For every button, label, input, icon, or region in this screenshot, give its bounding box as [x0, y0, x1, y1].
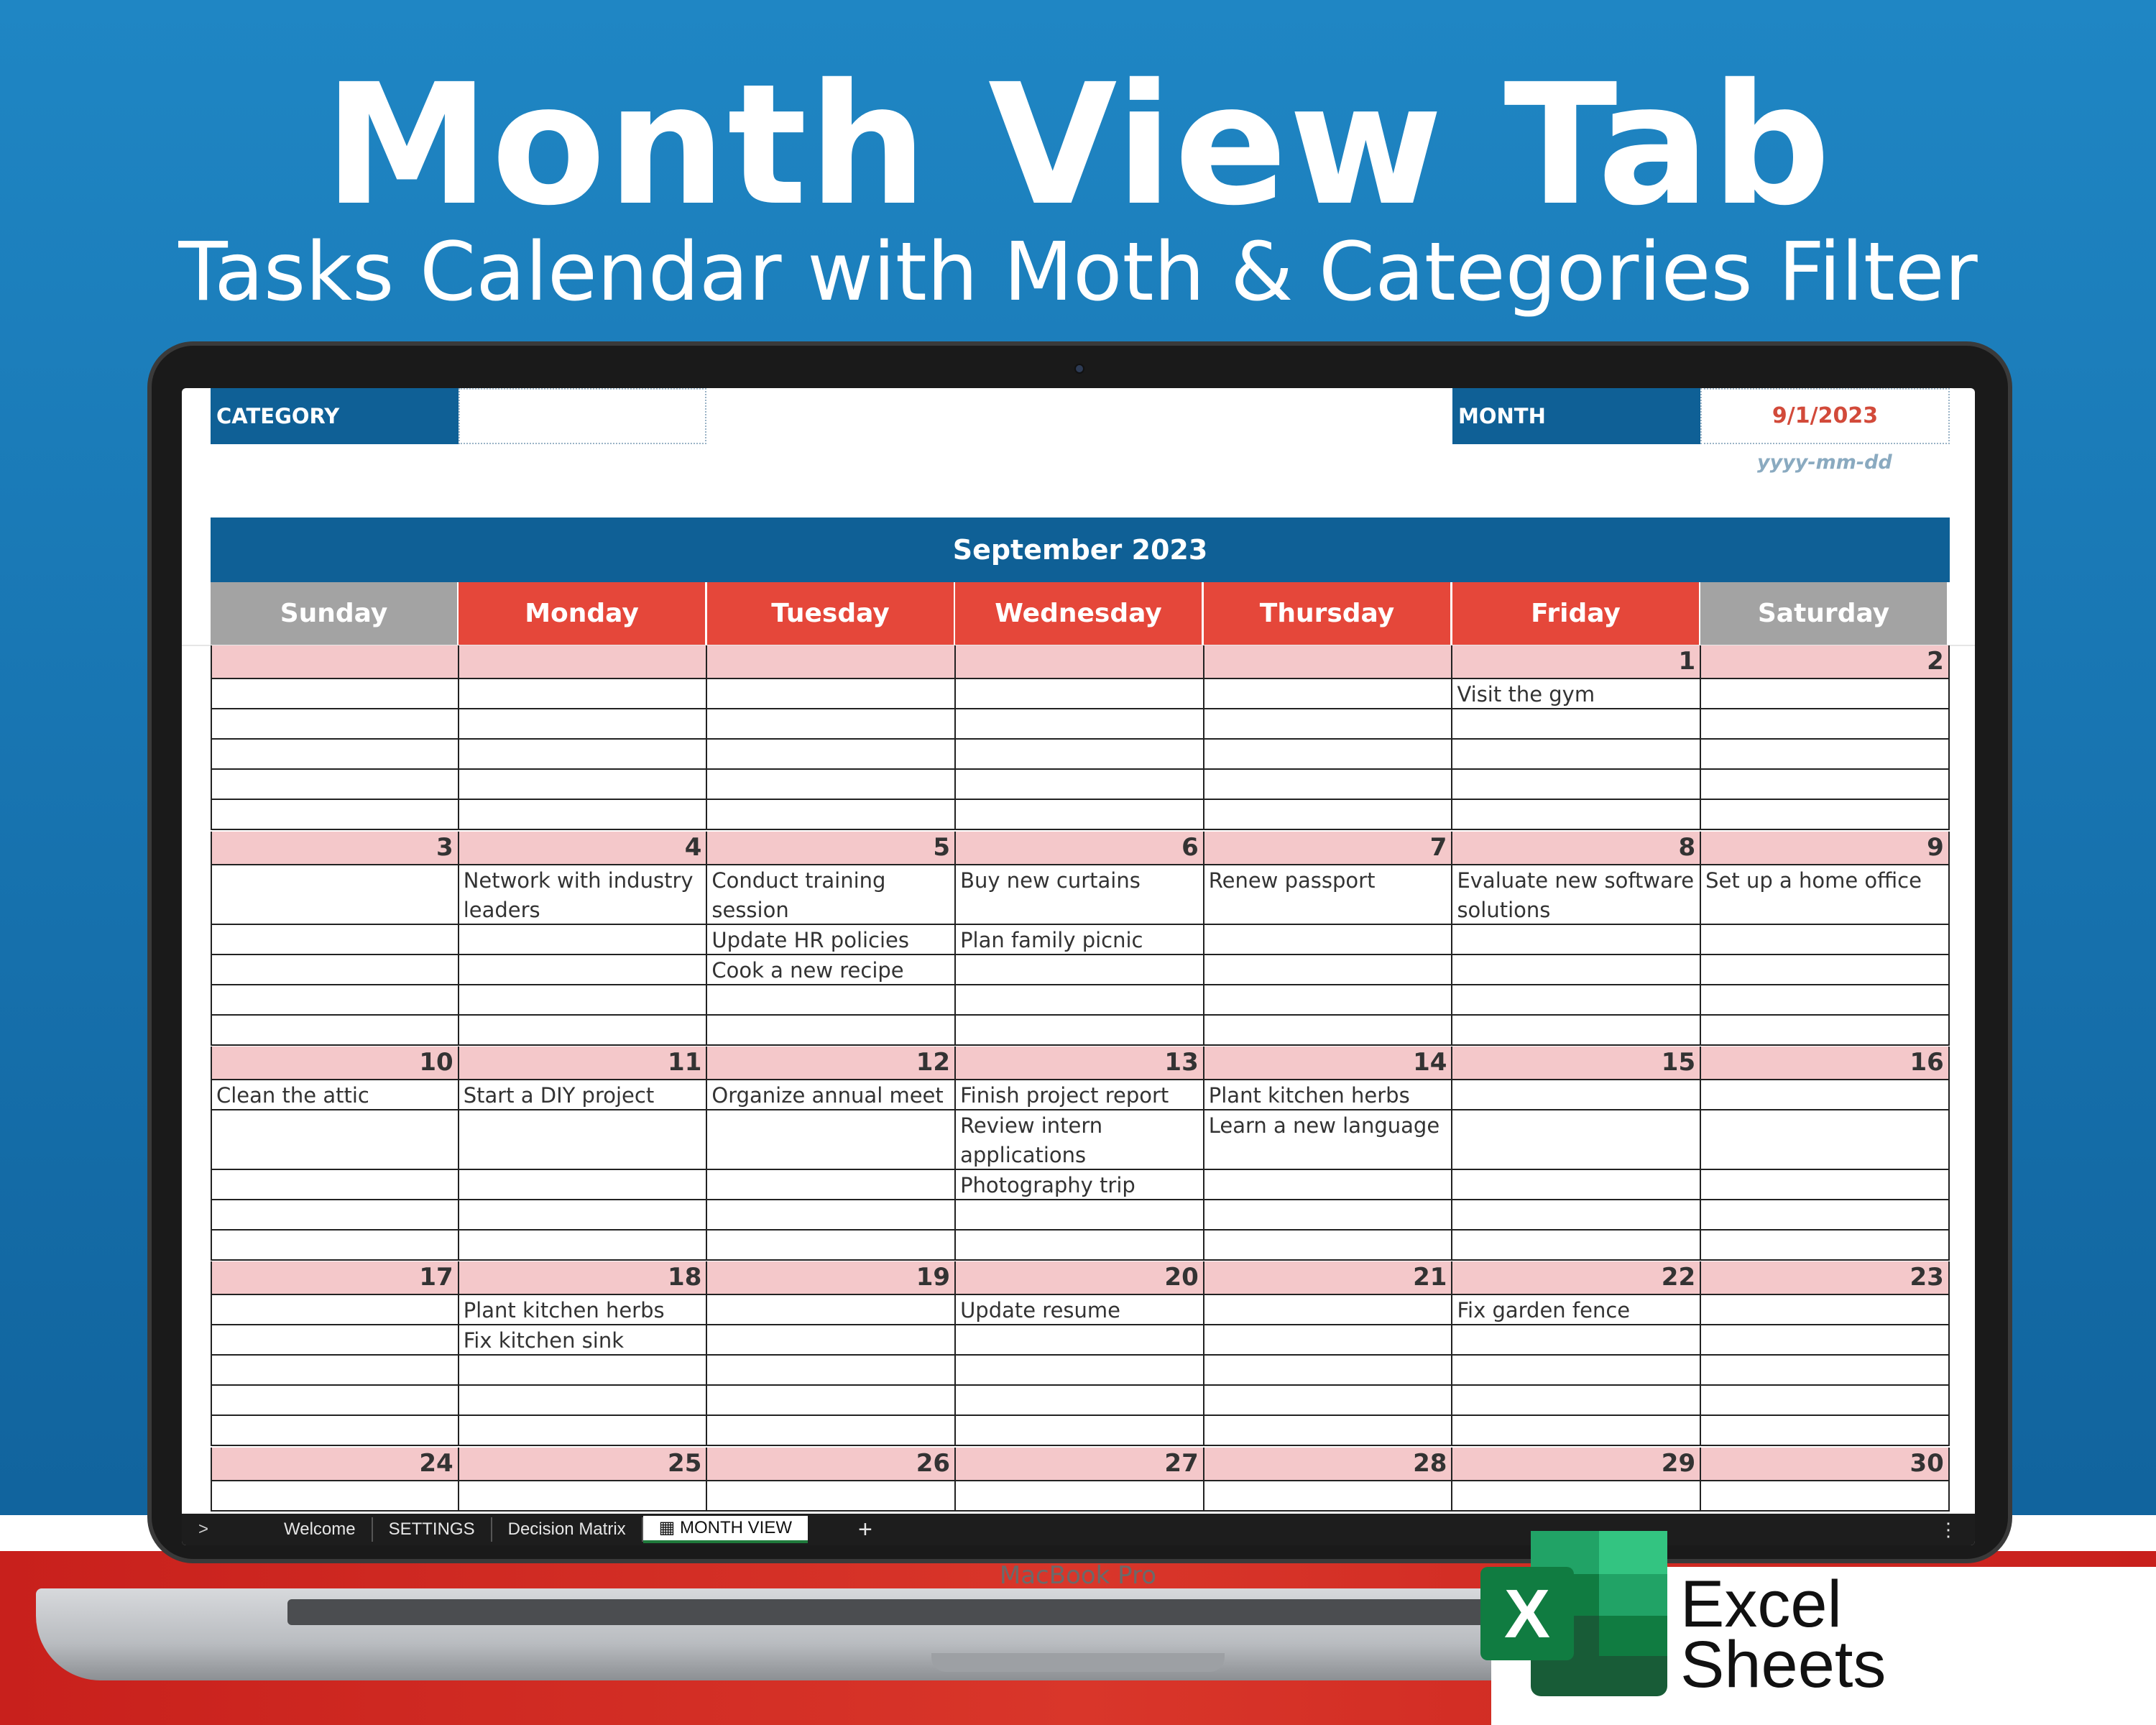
- task-cell[interactable]: [211, 679, 459, 708]
- task-cell[interactable]: [1204, 1200, 1453, 1229]
- calendar-icon: ▦: [658, 1518, 680, 1537]
- date-number: 6: [956, 832, 1204, 864]
- task-cell[interactable]: [956, 1416, 1204, 1445]
- task-cell[interactable]: [1701, 1170, 1950, 1199]
- task-cell[interactable]: [459, 679, 708, 708]
- task-cell[interactable]: Update HR policies: [707, 925, 956, 954]
- task-cell[interactable]: [707, 1110, 956, 1169]
- date-number: 27: [956, 1448, 1204, 1480]
- task-cell[interactable]: [956, 1200, 1204, 1229]
- task-cell[interactable]: [956, 1016, 1204, 1044]
- sheet-tab-label: MONTH VIEW: [680, 1518, 792, 1537]
- task-cell[interactable]: [707, 1170, 956, 1199]
- sheet-tabs-bar: [182, 1514, 1975, 1545]
- task-cell[interactable]: [211, 709, 459, 738]
- task-cell[interactable]: Photography trip: [956, 1170, 1204, 1199]
- laptop-notch: [931, 1653, 1225, 1672]
- task-cell[interactable]: [1701, 800, 1950, 829]
- task-cell[interactable]: [211, 1230, 459, 1259]
- task-cell[interactable]: [956, 679, 1204, 708]
- task-cell[interactable]: Visit the gym: [1452, 679, 1701, 708]
- task-cell[interactable]: Buy new curtains: [956, 865, 1204, 924]
- task-cell[interactable]: [707, 1481, 956, 1510]
- task-cell[interactable]: Start a DIY project: [459, 1080, 708, 1109]
- task-cell[interactable]: [707, 740, 956, 768]
- month-label: MONTH: [1452, 388, 1700, 444]
- calendar-week: [211, 645, 1950, 830]
- sheet-tab-decision-matrix[interactable]: Decision Matrix: [492, 1517, 643, 1542]
- calendar-week: [211, 1261, 1950, 1446]
- page-title: Month View Tab: [323, 48, 1833, 242]
- task-cell[interactable]: [1204, 740, 1453, 768]
- task-row: [211, 679, 1950, 709]
- task-cell[interactable]: [211, 1110, 459, 1169]
- category-label: CATEGORY: [211, 388, 459, 444]
- task-cell[interactable]: [1204, 1386, 1453, 1414]
- task-cell[interactable]: [459, 740, 708, 768]
- task-cell[interactable]: [211, 1325, 459, 1354]
- task-cell[interactable]: Fix kitchen sink: [459, 1325, 708, 1354]
- task-cell[interactable]: [1452, 1481, 1701, 1510]
- task-cell[interactable]: [956, 1325, 1204, 1354]
- task-row: [211, 1170, 1950, 1200]
- task-cell[interactable]: Plan family picnic: [956, 925, 1204, 954]
- task-cell[interactable]: [211, 1386, 459, 1414]
- task-cell[interactable]: Plant kitchen herbs: [459, 1295, 708, 1324]
- date-number: 4: [459, 832, 708, 864]
- date-number: 24: [211, 1448, 459, 1480]
- date-number: 26: [707, 1448, 956, 1480]
- task-cell[interactable]: [1452, 1386, 1701, 1414]
- task-cell[interactable]: [459, 955, 708, 984]
- task-row: [211, 1230, 1950, 1261]
- excel-logo-icon: [1480, 1531, 1667, 1696]
- task-cell[interactable]: [1701, 1386, 1950, 1414]
- task-cell[interactable]: [1204, 679, 1453, 708]
- date-number: 18: [459, 1261, 708, 1294]
- task-cell[interactable]: [1204, 955, 1453, 984]
- task-cell[interactable]: [1204, 800, 1453, 829]
- task-row: [211, 1325, 1950, 1356]
- task-cell[interactable]: [211, 985, 459, 1014]
- task-cell[interactable]: Learn a new language: [1204, 1110, 1453, 1169]
- add-sheet-button[interactable]: +: [858, 1515, 872, 1543]
- date-number: 8: [1452, 832, 1701, 864]
- excel-badge-line2: Sheets: [1680, 1628, 1886, 1701]
- task-cell[interactable]: [1452, 985, 1701, 1014]
- task-cell[interactable]: [1701, 1416, 1950, 1445]
- task-row: [211, 1416, 1950, 1446]
- excel-badge-text: [1680, 1568, 1886, 1701]
- task-cell[interactable]: [211, 925, 459, 954]
- task-cell[interactable]: [459, 1110, 708, 1169]
- date-number: [459, 645, 708, 678]
- date-number: 7: [1204, 832, 1453, 864]
- task-cell[interactable]: [1452, 1325, 1701, 1354]
- date-number: 22: [1452, 1261, 1701, 1294]
- task-cell[interactable]: [1452, 1016, 1701, 1044]
- day-header-friday: Friday: [1452, 582, 1700, 645]
- task-cell[interactable]: [459, 1200, 708, 1229]
- task-cell[interactable]: [459, 925, 708, 954]
- task-cell[interactable]: Set up a home office: [1701, 865, 1950, 924]
- task-cell[interactable]: [1701, 740, 1950, 768]
- task-cell[interactable]: [1204, 1170, 1453, 1199]
- task-cell[interactable]: [1452, 800, 1701, 829]
- task-cell[interactable]: [1452, 925, 1701, 954]
- task-cell[interactable]: Network with industry leaders: [459, 865, 708, 924]
- sheet-tab-settings[interactable]: SETTINGS: [373, 1517, 492, 1542]
- task-row: [211, 1481, 1950, 1512]
- date-number: 9: [1701, 832, 1950, 864]
- day-header-thursday: Thursday: [1204, 582, 1452, 645]
- task-cell[interactable]: [211, 800, 459, 829]
- task-cell[interactable]: [707, 1016, 956, 1044]
- date-number: 5: [707, 832, 956, 864]
- task-cell[interactable]: [956, 1481, 1204, 1510]
- task-cell[interactable]: [1701, 770, 1950, 799]
- task-cell[interactable]: [1701, 1110, 1950, 1169]
- date-number: 30: [1701, 1448, 1950, 1480]
- task-cell[interactable]: [1204, 925, 1453, 954]
- task-cell[interactable]: [211, 1416, 459, 1445]
- task-row: [211, 800, 1950, 830]
- task-cell[interactable]: Review intern applications: [956, 1110, 1204, 1169]
- task-cell[interactable]: [1701, 1325, 1950, 1354]
- task-cell[interactable]: [459, 1170, 708, 1199]
- task-cell[interactable]: [211, 1356, 459, 1384]
- task-row: [211, 955, 1950, 985]
- task-cell[interactable]: [956, 1386, 1204, 1414]
- task-cell[interactable]: [1701, 1356, 1950, 1384]
- task-cell[interactable]: [707, 1356, 956, 1384]
- day-header-sunday: Sunday: [211, 582, 459, 645]
- task-cell[interactable]: [1452, 1230, 1701, 1259]
- day-header-monday: Monday: [459, 582, 706, 645]
- task-cell[interactable]: [1204, 1295, 1453, 1324]
- task-row: [211, 925, 1950, 955]
- task-cell[interactable]: [211, 1170, 459, 1199]
- date-number: 11: [459, 1046, 708, 1079]
- day-header-tuesday: Tuesday: [707, 582, 955, 645]
- task-cell[interactable]: [211, 1481, 459, 1510]
- task-cell[interactable]: [211, 1200, 459, 1229]
- task-cell[interactable]: [1701, 1016, 1950, 1044]
- task-cell[interactable]: [1701, 985, 1950, 1014]
- task-cell[interactable]: Cook a new recipe: [707, 955, 956, 984]
- task-row: [211, 865, 1950, 925]
- task-row: [211, 740, 1950, 770]
- date-number: 3: [211, 832, 459, 864]
- date-number: [956, 645, 1204, 678]
- task-cell[interactable]: [1204, 709, 1453, 738]
- task-cell[interactable]: [1204, 1230, 1453, 1259]
- excel-badge-line1: Excel: [1680, 1568, 1842, 1641]
- date-number-row: [211, 1448, 1950, 1481]
- calendar-month-title: September 2023: [211, 518, 1950, 582]
- date-number-row: [211, 1046, 1950, 1080]
- task-row: [211, 985, 1950, 1016]
- task-cell[interactable]: Fix garden fence: [1452, 1295, 1701, 1324]
- task-cell[interactable]: [1204, 1481, 1453, 1510]
- task-cell[interactable]: [707, 985, 956, 1014]
- task-cell[interactable]: [956, 1356, 1204, 1384]
- date-number: 21: [1204, 1261, 1453, 1294]
- task-cell[interactable]: [707, 800, 956, 829]
- calendar-week: [211, 832, 1950, 1046]
- sheet-nav-arrow-icon[interactable]: >: [198, 1519, 208, 1539]
- task-cell[interactable]: [459, 1386, 708, 1414]
- task-cell[interactable]: [1701, 925, 1950, 954]
- task-cell[interactable]: [211, 955, 459, 984]
- date-number: 13: [956, 1046, 1204, 1079]
- date-number: 10: [211, 1046, 459, 1079]
- task-cell[interactable]: [459, 1416, 708, 1445]
- task-cell[interactable]: [707, 1295, 956, 1324]
- task-cell[interactable]: [1452, 1200, 1701, 1229]
- date-number: [211, 645, 459, 678]
- task-cell[interactable]: [1452, 1170, 1701, 1199]
- task-cell[interactable]: [1701, 1230, 1950, 1259]
- task-cell[interactable]: [1452, 1110, 1701, 1169]
- date-number: 19: [707, 1261, 956, 1294]
- task-cell[interactable]: [459, 1230, 708, 1259]
- date-number: 29: [1452, 1448, 1701, 1480]
- task-cell[interactable]: [707, 1386, 956, 1414]
- task-cell[interactable]: [1701, 1080, 1950, 1109]
- task-cell[interactable]: [1701, 1200, 1950, 1229]
- task-cell[interactable]: [1204, 1416, 1453, 1445]
- month-input[interactable]: 9/1/2023: [1700, 388, 1950, 444]
- task-cell[interactable]: [1452, 709, 1701, 738]
- task-cell[interactable]: [707, 1200, 956, 1229]
- task-cell[interactable]: [956, 955, 1204, 984]
- date-number: 17: [211, 1261, 459, 1294]
- calendar-week: [211, 1448, 1950, 1512]
- task-cell[interactable]: [1452, 770, 1701, 799]
- task-cell[interactable]: [956, 1230, 1204, 1259]
- task-cell[interactable]: [211, 865, 459, 924]
- task-cell[interactable]: Renew passport: [1204, 865, 1453, 924]
- task-cell[interactable]: [1452, 740, 1701, 768]
- task-cell[interactable]: [211, 740, 459, 768]
- task-cell[interactable]: [707, 1416, 956, 1445]
- task-cell[interactable]: [1204, 1016, 1453, 1044]
- task-cell[interactable]: [211, 1295, 459, 1324]
- task-cell[interactable]: [459, 770, 708, 799]
- date-format-hint: yyyy-mm-dd: [1757, 451, 1892, 474]
- excel-logo-letter: X: [1503, 1576, 1551, 1652]
- task-cell[interactable]: [707, 709, 956, 738]
- task-row: [211, 1200, 1950, 1230]
- camera-icon: [1074, 364, 1084, 374]
- task-cell[interactable]: [707, 1230, 956, 1259]
- task-cell[interactable]: [1452, 1416, 1701, 1445]
- task-cell[interactable]: [1204, 770, 1453, 799]
- task-cell[interactable]: [1452, 1356, 1701, 1384]
- page-subtitle: Tasks Calendar with Moth & Categories Filter: [178, 226, 1978, 319]
- task-cell[interactable]: [956, 770, 1204, 799]
- task-cell[interactable]: [956, 709, 1204, 738]
- task-row: [211, 1080, 1950, 1110]
- spreadsheet-screen: [182, 388, 1975, 1545]
- task-cell[interactable]: [1701, 709, 1950, 738]
- task-cell[interactable]: [1452, 1080, 1701, 1109]
- date-number-row: [211, 832, 1950, 865]
- category-input[interactable]: [459, 388, 706, 444]
- task-cell[interactable]: [211, 770, 459, 799]
- day-header-wednesday: Wednesday: [955, 582, 1203, 645]
- task-cell[interactable]: [1701, 1295, 1950, 1324]
- task-cell[interactable]: [956, 985, 1204, 1014]
- task-cell[interactable]: [459, 1016, 708, 1044]
- date-number: [707, 645, 956, 678]
- date-number: 2: [1701, 645, 1950, 678]
- date-number-row: [211, 645, 1950, 679]
- task-cell[interactable]: [1204, 985, 1453, 1014]
- task-row: [211, 1295, 1950, 1325]
- task-row: [211, 770, 1950, 800]
- task-cell[interactable]: Plant kitchen herbs: [1204, 1080, 1453, 1109]
- task-cell[interactable]: [956, 800, 1204, 829]
- task-cell[interactable]: [459, 985, 708, 1014]
- task-row: [211, 1110, 1950, 1170]
- day-header-saturday: Saturday: [1700, 582, 1948, 645]
- task-cell[interactable]: Clean the attic: [211, 1080, 459, 1109]
- date-number: [1204, 645, 1453, 678]
- date-number: 14: [1204, 1046, 1453, 1079]
- task-cell[interactable]: [1701, 955, 1950, 984]
- date-number: 1: [1452, 645, 1701, 678]
- date-number: 23: [1701, 1261, 1950, 1294]
- task-cell[interactable]: [211, 1016, 459, 1044]
- sheet-tab-welcome[interactable]: Welcome: [268, 1517, 373, 1542]
- task-cell[interactable]: Finish project report: [956, 1080, 1204, 1109]
- task-cell[interactable]: Evaluate new software solutions: [1452, 865, 1701, 924]
- task-cell[interactable]: [1452, 955, 1701, 984]
- task-cell[interactable]: [459, 1356, 708, 1384]
- task-cell[interactable]: [707, 1325, 956, 1354]
- task-cell[interactable]: [956, 740, 1204, 768]
- date-number: 16: [1701, 1046, 1950, 1079]
- task-cell[interactable]: Conduct training session: [707, 865, 956, 924]
- device-brand: MacBook Pro: [999, 1561, 1157, 1590]
- task-row: [211, 1016, 1950, 1046]
- task-cell[interactable]: [1204, 1325, 1453, 1354]
- date-number: 25: [459, 1448, 708, 1480]
- date-number: 28: [1204, 1448, 1453, 1480]
- task-cell[interactable]: [459, 800, 708, 829]
- date-number: 15: [1452, 1046, 1701, 1079]
- calendar-week: [211, 1046, 1950, 1261]
- task-cell[interactable]: Update resume: [956, 1295, 1204, 1324]
- date-number-row: [211, 1261, 1950, 1295]
- task-cell[interactable]: [1701, 1481, 1950, 1510]
- task-cell[interactable]: Organize annual meet: [707, 1080, 956, 1109]
- sheet-tab-month-view[interactable]: [643, 1516, 808, 1543]
- date-number: 20: [956, 1261, 1204, 1294]
- task-cell[interactable]: [459, 1481, 708, 1510]
- task-row: [211, 709, 1950, 740]
- task-row: [211, 1356, 1950, 1386]
- task-cell[interactable]: [1701, 679, 1950, 708]
- task-cell[interactable]: [707, 770, 956, 799]
- task-cell[interactable]: [1204, 1356, 1453, 1384]
- task-row: [211, 1386, 1950, 1416]
- task-cell[interactable]: [707, 679, 956, 708]
- more-options-icon[interactable]: ⋮: [1939, 1518, 1958, 1540]
- date-number: 12: [707, 1046, 956, 1079]
- task-cell[interactable]: [459, 709, 708, 738]
